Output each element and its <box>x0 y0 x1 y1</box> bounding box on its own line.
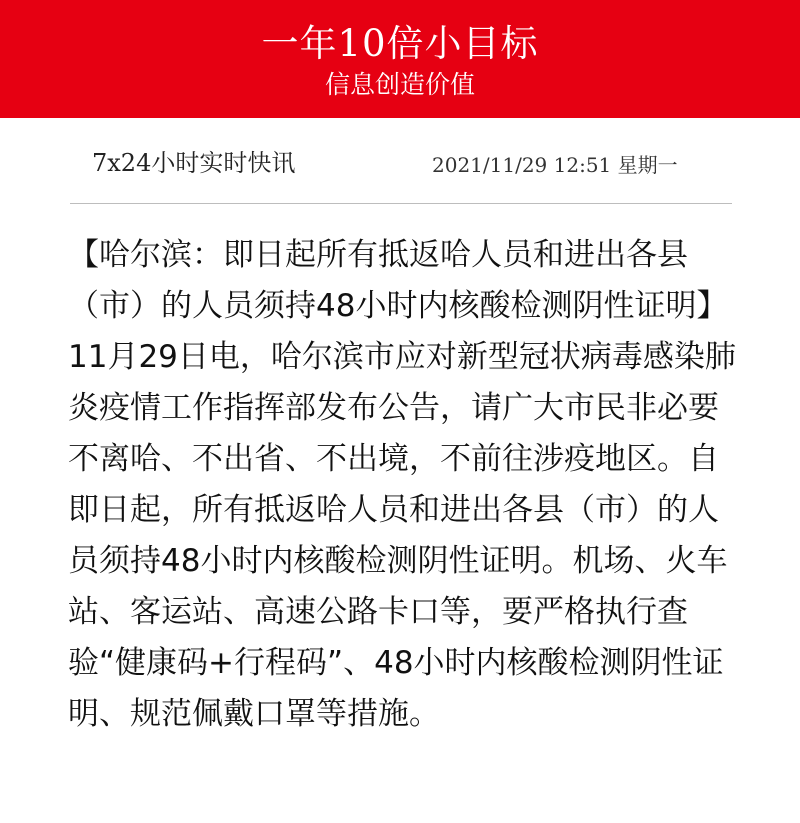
meta-row <box>0 118 800 204</box>
news-source-label: 7x24小时实时快讯 <box>92 149 296 177</box>
banner-title: 一年10倍小目标 <box>261 22 539 65</box>
banner-subtitle: 信息创造价值 <box>324 70 475 99</box>
header-banner <box>0 0 800 118</box>
divider <box>70 203 732 204</box>
article-body: 【哈尔滨：即日起所有抵返哈人员和进出各县（市）的人员须持48小时内核酸检测阴性证明】11月29日电，哈尔滨市应对新型冠状病毒感染肺炎疫情工作指挥部发布公告，请广大市民非必要不离哈、不出省、不出境，不前往涉疫地区。自即日起，所有抵返哈人员和进出各县（市）的人员须持48小时内核酸检测阴性证明。机场、火车站、客运站、高速公路卡口等，要严格执行查验“健康码+行程码”、48小时内核酸检测阴性证明、规范佩戴口罩等措施。 <box>68 237 736 732</box>
publish-datetime: 2021/11/29 12:51 星期一 <box>432 153 678 177</box>
